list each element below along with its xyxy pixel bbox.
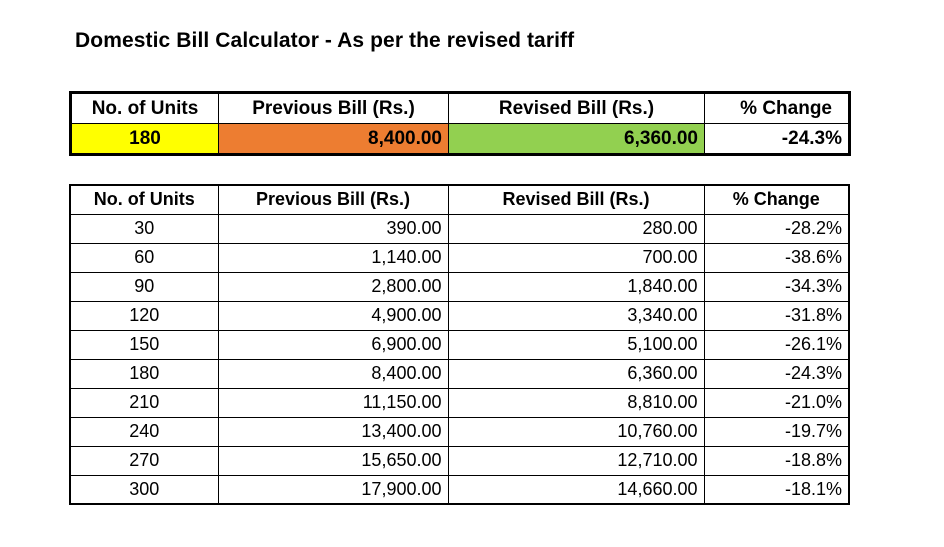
cell-revised: 280.00 xyxy=(448,214,704,243)
previous-bill-result: 8,400.00 xyxy=(219,124,449,155)
cell-change: -19.7% xyxy=(704,417,849,446)
cell-units: 30 xyxy=(70,214,218,243)
cell-previous: 1,140.00 xyxy=(218,243,448,272)
reference-header-previous: Previous Bill (Rs.) xyxy=(218,185,448,214)
cell-change: -28.2% xyxy=(704,214,849,243)
revised-bill-result: 6,360.00 xyxy=(449,124,705,155)
table-row xyxy=(70,272,849,301)
calculator-header-revised: Revised Bill (Rs.) xyxy=(449,93,705,124)
cell-units: 300 xyxy=(70,475,218,504)
cell-units: 210 xyxy=(70,388,218,417)
cell-change: -34.3% xyxy=(704,272,849,301)
table-row xyxy=(70,388,849,417)
cell-revised: 14,660.00 xyxy=(448,475,704,504)
cell-revised: 700.00 xyxy=(448,243,704,272)
cell-units: 90 xyxy=(70,272,218,301)
reference-header-revised: Revised Bill (Rs.) xyxy=(448,185,704,214)
cell-revised: 1,840.00 xyxy=(448,272,704,301)
cell-revised: 5,100.00 xyxy=(448,330,704,359)
cell-change: -21.0% xyxy=(704,388,849,417)
cell-change: -18.8% xyxy=(704,446,849,475)
cell-previous: 2,800.00 xyxy=(218,272,448,301)
cell-change: -24.3% xyxy=(704,359,849,388)
table-row xyxy=(70,330,849,359)
table-row xyxy=(70,446,849,475)
cell-revised: 3,340.00 xyxy=(448,301,704,330)
cell-units: 150 xyxy=(70,330,218,359)
reference-table xyxy=(69,184,850,505)
change-result: -24.3% xyxy=(705,124,850,155)
cell-change: -26.1% xyxy=(704,330,849,359)
cell-change: -38.6% xyxy=(704,243,849,272)
cell-revised: 12,710.00 xyxy=(448,446,704,475)
cell-change: -18.1% xyxy=(704,475,849,504)
cell-units: 270 xyxy=(70,446,218,475)
table-row xyxy=(70,359,849,388)
reference-header-units: No. of Units xyxy=(70,185,218,214)
page-title: Domestic Bill Calculator - As per the revised tariff xyxy=(75,29,575,52)
table-row xyxy=(70,301,849,330)
cell-revised: 10,760.00 xyxy=(448,417,704,446)
cell-previous: 8,400.00 xyxy=(218,359,448,388)
calculator-header-units: No. of Units xyxy=(71,93,219,124)
cell-previous: 390.00 xyxy=(218,214,448,243)
calculator-header-row xyxy=(71,93,850,124)
cell-units: 60 xyxy=(70,243,218,272)
calculator-value-row xyxy=(71,124,850,155)
cell-previous: 15,650.00 xyxy=(218,446,448,475)
calculator-table xyxy=(69,91,851,156)
cell-units: 180 xyxy=(70,359,218,388)
units-input-cell[interactable]: 180 xyxy=(71,124,219,155)
cell-revised: 8,810.00 xyxy=(448,388,704,417)
cell-previous: 17,900.00 xyxy=(218,475,448,504)
calculator-header-previous: Previous Bill (Rs.) xyxy=(219,93,449,124)
cell-previous: 11,150.00 xyxy=(218,388,448,417)
cell-previous: 6,900.00 xyxy=(218,330,448,359)
table-row xyxy=(70,214,849,243)
cell-previous: 4,900.00 xyxy=(218,301,448,330)
table-row xyxy=(70,417,849,446)
table-row xyxy=(70,243,849,272)
cell-previous: 13,400.00 xyxy=(218,417,448,446)
reference-header-row xyxy=(70,185,849,214)
cell-units: 120 xyxy=(70,301,218,330)
calculator-header-change: % Change xyxy=(705,93,850,124)
reference-header-change: % Change xyxy=(704,185,849,214)
table-row xyxy=(70,475,849,504)
cell-change: -31.8% xyxy=(704,301,849,330)
cell-revised: 6,360.00 xyxy=(448,359,704,388)
cell-units: 240 xyxy=(70,417,218,446)
